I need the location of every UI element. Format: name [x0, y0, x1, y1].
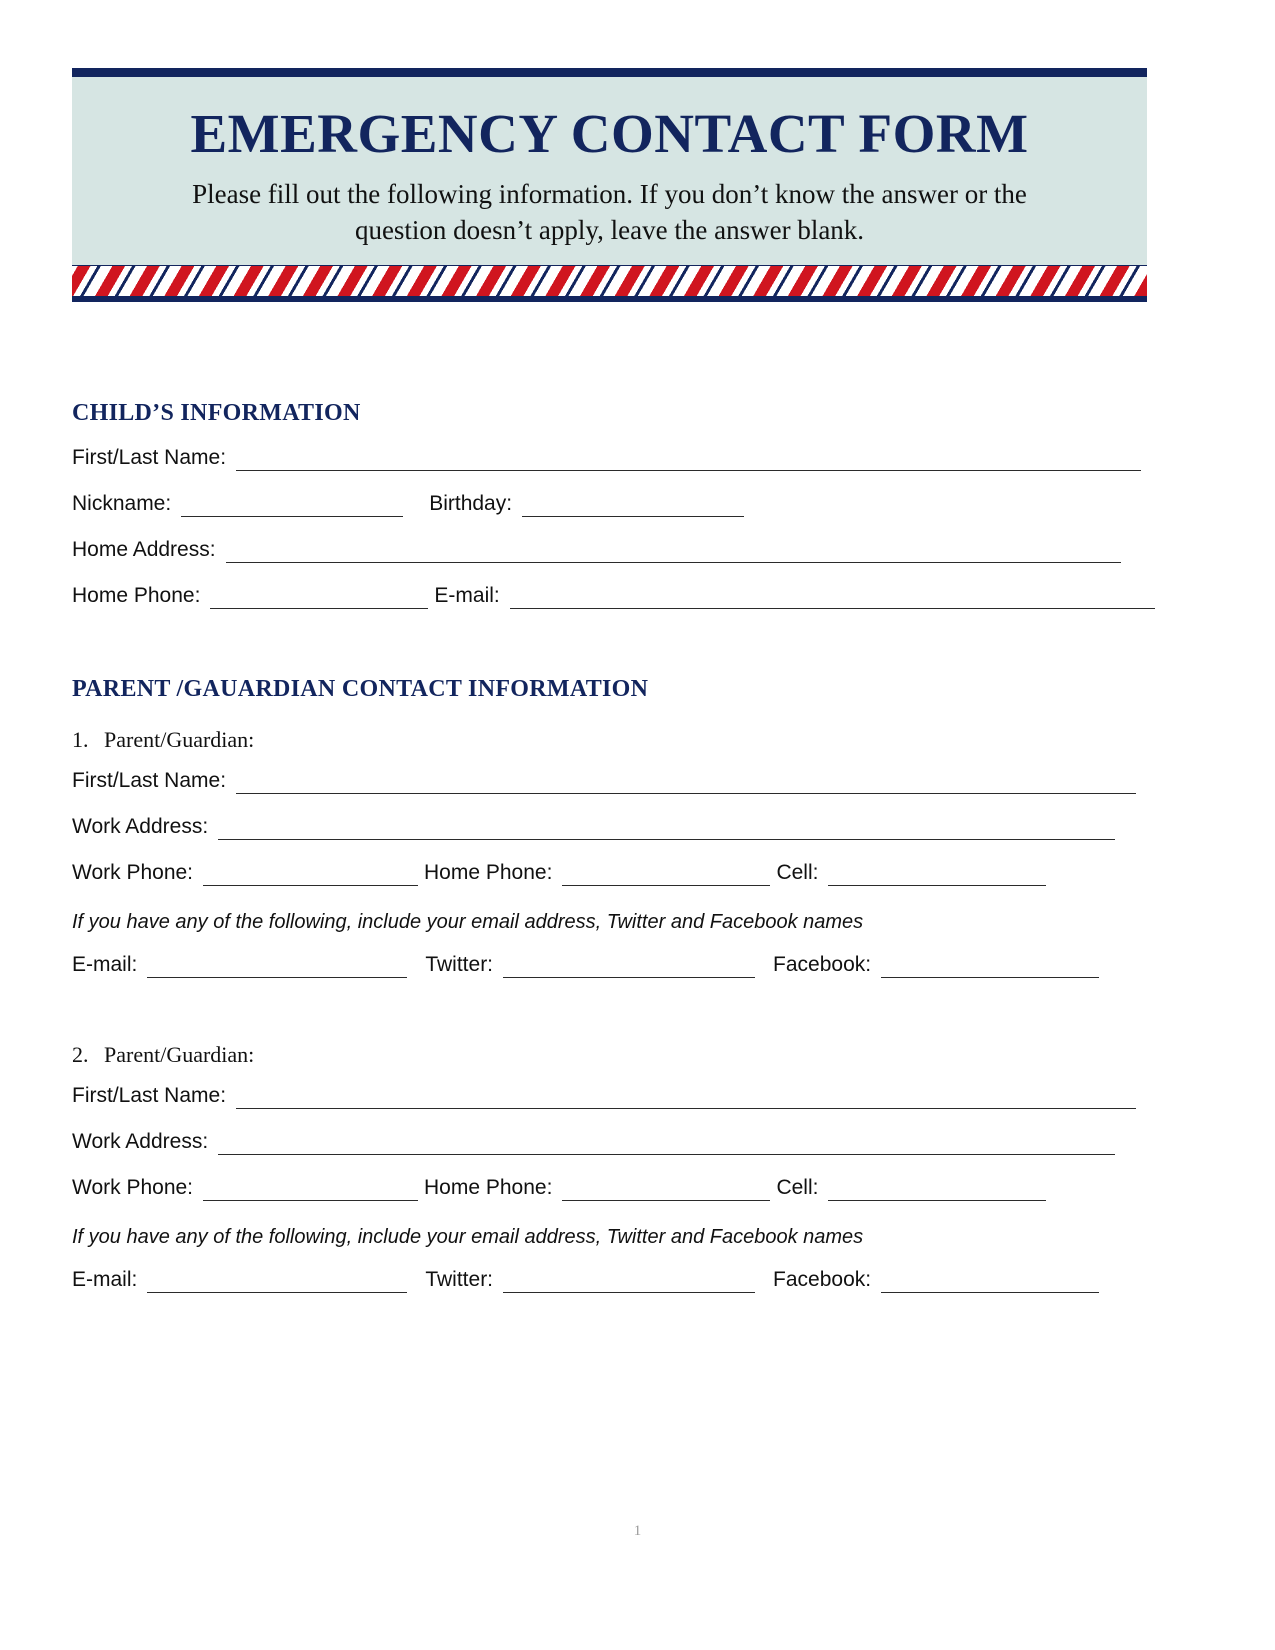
input-child-home-address[interactable]: [226, 540, 1121, 563]
label-child-nickname: Nickname:: [72, 492, 172, 515]
input-parent2-home-phone[interactable]: [562, 1178, 770, 1201]
label-child-home-address: Home Address:: [72, 538, 216, 561]
banner-body: [72, 77, 1147, 265]
field-row-child-nickname-birthday: [72, 493, 744, 517]
label-parent1-work-address: Work Address:: [72, 815, 209, 838]
page-title: EMERGENCY CONTACT FORM: [190, 103, 1029, 164]
field-row-parent1-work-address: [72, 816, 1115, 840]
parent1-social-note: If you have any of the following, include your email address, Twitter and Facebook names: [72, 911, 864, 933]
field-row-parent2-work-address: [72, 1131, 1115, 1155]
label-child-name: First/Last Name:: [72, 446, 227, 469]
label-parent2-cell: Cell:: [776, 1176, 819, 1199]
parent-entry-2-title: [72, 1042, 254, 1068]
field-row-parent1-name: [72, 770, 1136, 794]
parent-entry-1-label: Parent/Guardian:: [104, 727, 255, 752]
field-row-child-name: [72, 447, 1141, 471]
parent-entry-2-label: Parent/Guardian:: [104, 1042, 255, 1067]
label-parent2-work-address: Work Address:: [72, 1130, 209, 1153]
input-parent2-work-address[interactable]: [218, 1132, 1115, 1155]
field-row-parent2-name: [72, 1085, 1136, 1109]
input-parent1-email[interactable]: [147, 955, 407, 978]
section-heading-child-information: CHILD’S INFORMATION: [72, 400, 361, 426]
field-row-parent1-social: [72, 954, 1099, 978]
label-parent1-facebook: Facebook:: [773, 953, 872, 976]
input-parent2-cell[interactable]: [828, 1178, 1046, 1201]
label-parent2-work-phone: Work Phone:: [72, 1176, 194, 1199]
input-child-nickname[interactable]: [181, 494, 403, 517]
input-child-home-phone[interactable]: [210, 586, 428, 609]
header-banner: [72, 68, 1147, 302]
input-parent2-email[interactable]: [147, 1270, 407, 1293]
label-parent2-facebook: Facebook:: [773, 1268, 872, 1291]
input-parent2-work-phone[interactable]: [203, 1178, 418, 1201]
section-heading-parent-guardian: PARENT /GAUARDIAN CONTACT INFORMATION: [72, 676, 649, 702]
label-child-birthday: Birthday:: [429, 492, 513, 515]
field-row-child-phone-email: [72, 585, 1155, 609]
input-parent1-work-phone[interactable]: [203, 863, 418, 886]
input-parent1-home-phone[interactable]: [562, 863, 770, 886]
input-parent1-name[interactable]: [236, 771, 1136, 794]
label-parent1-twitter: Twitter:: [425, 953, 494, 976]
label-parent1-cell: Cell:: [776, 861, 819, 884]
field-row-parent1-phones: [72, 862, 1046, 886]
input-parent1-work-address[interactable]: [218, 817, 1115, 840]
label-parent1-email: E-mail:: [72, 953, 138, 976]
label-parent2-name: First/Last Name:: [72, 1084, 227, 1107]
input-parent1-cell[interactable]: [828, 863, 1046, 886]
label-child-email: E-mail:: [434, 584, 500, 607]
input-parent1-twitter[interactable]: [503, 955, 755, 978]
label-parent1-name: First/Last Name:: [72, 769, 227, 792]
field-row-child-home-address: [72, 539, 1121, 563]
banner-top-rule: [72, 68, 1147, 77]
label-parent1-work-phone: Work Phone:: [72, 861, 194, 884]
label-parent2-twitter: Twitter:: [425, 1268, 494, 1291]
input-parent2-name[interactable]: [236, 1086, 1136, 1109]
input-parent2-twitter[interactable]: [503, 1270, 755, 1293]
label-parent2-email: E-mail:: [72, 1268, 138, 1291]
parent-entry-2-number: 2.: [72, 1042, 89, 1067]
banner-bottom-rule: [72, 296, 1147, 302]
decorative-stripe-band: [72, 265, 1147, 296]
input-child-birthday[interactable]: [522, 494, 744, 517]
input-parent2-facebook[interactable]: [881, 1270, 1099, 1293]
input-child-name[interactable]: [236, 448, 1141, 471]
parent-entry-1-title: [72, 727, 254, 753]
label-parent1-home-phone: Home Phone:: [424, 861, 553, 884]
parent2-social-note: If you have any of the following, include your email address, Twitter and Facebook names: [72, 1226, 864, 1248]
field-row-parent2-phones: [72, 1177, 1046, 1201]
label-parent2-home-phone: Home Phone:: [424, 1176, 553, 1199]
field-row-parent2-social: [72, 1269, 1099, 1293]
parent-entry-1-number: 1.: [72, 727, 89, 752]
input-parent1-facebook[interactable]: [881, 955, 1099, 978]
input-child-email[interactable]: [510, 586, 1155, 609]
page-number: 1: [633, 1523, 642, 1539]
label-child-home-phone: Home Phone:: [72, 584, 201, 607]
page-subtitle: Please fill out the following information. If you don’t know the answer or the question doesn’t apply, leave the answer blank.: [192, 178, 1027, 245]
